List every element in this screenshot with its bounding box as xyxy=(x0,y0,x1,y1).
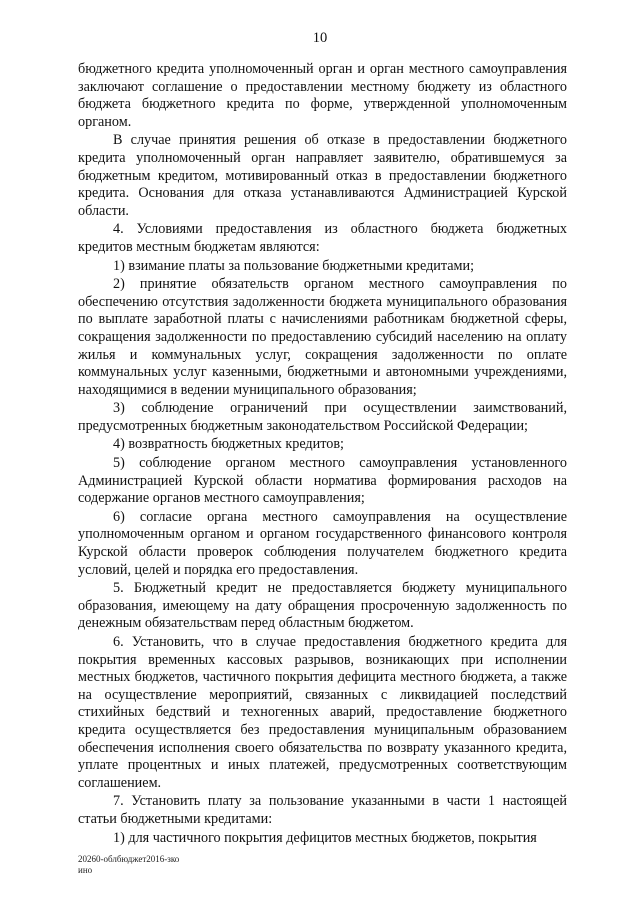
paragraph-12: 1) для частичного покрытия дефицитов местных бюджетов, покрытия xyxy=(113,829,537,846)
paragraph-1: В случае принятия решения об отказе в предоставлении бюджетного кредита уполномоченный орган направляет заявителю, обратившемуся за бюджетным кредитом, мотивированный отказ в предоставлении бюджетного кредита. Основания для отказа устанавливаются Администрацией Курской области. xyxy=(78,132,567,219)
paragraph-7: 5) соблюдение органом местного самоуправления установленного Администрацией Курской области норматива формирования расходов на содержание органов местного самоуправления; xyxy=(78,455,567,507)
page-number: 10 xyxy=(312,30,328,46)
paragraph-9: 5. Бюджетный кредит не предоставляется бюджету муниципального образования, имеющему на дату обращения просроченную задолженность по денежным обязательствам перед областным бюджетом. xyxy=(78,580,567,632)
paragraph-4: 2) принятие обязательств органом местного самоуправления по обеспечению отсутствия задолженности бюджета муниципального образования по выплате заработной платы с начислениями работникам бюджетной сферы, сокращения задолженности по предоставлению субсидий населению на оплату жилья и коммунальных услуг, сокращения задолженности по оплате коммунальных услуг казенными, бюджетными и автономными учреждениями, находящимися в ведении муниципального образования; xyxy=(78,276,567,398)
paragraph-0: бюджетного кредита уполномоченный орган и орган местного самоуправления заключают соглашение о предоставлении местному бюджету из областного бюджета бюджетного кредита по форме, утвержденной уполномоченным органом. xyxy=(78,61,567,130)
footer-file-code: 20260-облбюджет2016-зко xyxy=(78,854,180,864)
paragraph-3: 1) взимание платы за пользование бюджетными кредитами; xyxy=(113,257,475,274)
footer-file-code-continued: ино xyxy=(78,865,93,875)
paragraph-2: 4. Условиями предоставления из областного бюджета бюджетных кредитов местным бюджетам являются: xyxy=(78,221,567,255)
paragraph-8: 6) согласие органа местного самоуправления на осуществление уполномоченным органом и органом государственного финансового контроля Курской области проверок соблюдения получателем бюджетного кредита условий, целей и порядка его предоставления. xyxy=(78,508,567,578)
document-footer xyxy=(78,854,179,876)
document-body xyxy=(78,61,567,847)
paragraph-6: 4) возвратность бюджетных кредитов; xyxy=(113,436,344,453)
paragraph-5: 3) соблюдение ограничений при осуществлении заимствований, предусмотренных бюджетным законодательством Российской Федерации; xyxy=(78,400,567,434)
paragraph-10: 6. Установить, что в случае предоставления бюджетного кредита для покрытия временных кассовых разрывов, возникающих при исполнении местных бюджетов, частичного покрытия дефицита местного бюджета, а также на осуществление мероприятий, связанных с ликвидацией последствий стихийных бедствий и техногенных аварий, предоставление бюджетного кредита осуществляется без предоставления муниципальным образованием обеспечения исполнения своего обязательства по возврату указанного кредита, уплате процентных и иных платежей, предусмотренных соответствующим соглашением. xyxy=(78,634,567,791)
paragraph-11: 7. Установить плату за пользование указанными в части 1 настоящей статьи бюджетными кредитами: xyxy=(78,793,567,827)
